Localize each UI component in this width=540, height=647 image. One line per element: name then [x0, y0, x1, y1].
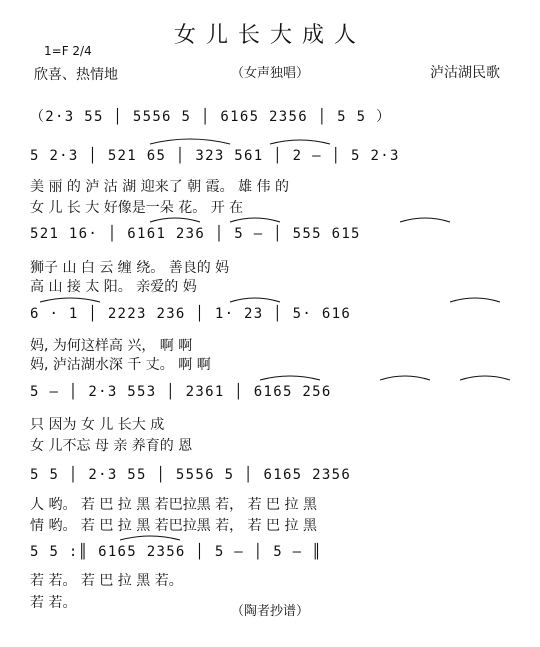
lyric-line-7a: 若 若。 若 巴 拉 黑 若。: [30, 573, 183, 589]
key-signature: 1=F 2/4: [44, 44, 92, 58]
song-subtitle: （女声独唱）: [230, 66, 309, 81]
slur-mark: [260, 376, 320, 380]
lyric-line-2a: 美 丽 的 泸 沽 湖 迎来了 朝 霞。 雄 伟 的: [30, 179, 289, 195]
tempo-marking: 欣喜、热情地: [34, 67, 118, 83]
notation-line-5: 5 – │ 2·3 553 │ 2361 │ 6165 256: [30, 384, 332, 400]
slur-mark: [380, 376, 430, 380]
notation-line-3: 521 16· │ 6161 236 │ 5 – │ 555 615: [30, 226, 361, 242]
notation-line-1: （2·3 55 │ 5556 5 │ 6165 2356 │ 5 5 ）: [30, 109, 392, 125]
lyric-line-4a: 妈, 为何这样高 兴， 啊 啊: [30, 338, 193, 354]
slur-mark: [400, 218, 450, 222]
lyric-line-7b: 若 若。: [30, 595, 77, 611]
slur-mark: [270, 140, 330, 144]
slur-mark: [230, 218, 280, 222]
song-origin: 泸沽湖民歌: [430, 65, 500, 81]
notation-line-7: 5 5 :║ 6165 2356 │ 5 – │ 5 – ║: [30, 544, 322, 560]
slur-mark: [450, 298, 500, 302]
lyric-line-5a: 只 因为 女 儿 长大 成: [30, 417, 165, 433]
lyric-line-5b: 女 儿不忘 母 亲 养育的 恩: [30, 438, 193, 454]
lyric-line-3b: 高 山 接 太 阳。 亲爱的 妈: [30, 279, 197, 295]
slur-mark: [230, 298, 280, 302]
lyric-line-3a: 狮子 山 白 云 缠 绕。 善良的 妈: [30, 260, 230, 276]
notation-line-2: 5 2·3 │ 521 65 │ 323 561 │ 2 – │ 5 2·3: [30, 148, 400, 164]
song-title: 女儿长大成人: [173, 23, 366, 48]
lyric-line-4b: 妈, 泸沽湖水深 千 丈。 啊 啊: [30, 357, 211, 373]
slur-mark: [150, 218, 200, 222]
slur-mark: [40, 298, 100, 302]
lyric-line-6a: 人 哟。 若 巴 拉 黑 若巴拉黑 若， 若 巴 拉 黑: [30, 497, 317, 513]
lyric-line-6b: 情 哟。 若 巴 拉 黑 若巴拉黑 若， 若 巴 拉 黑: [30, 518, 317, 534]
slur-mark: [150, 139, 230, 144]
lyric-line-2b: 女 儿 长 大 好像是一朵 花。 开 在: [30, 200, 244, 216]
slur-mark: [120, 536, 180, 540]
transcriber-credit: （陶者抄谱）: [230, 604, 309, 619]
notation-line-4: 6 · 1 │ 2223 236 │ 1· 23 │ 5· 616: [30, 306, 352, 322]
notation-line-6: 5 5 │ 2·3 55 │ 5556 5 │ 6165 2356: [30, 467, 352, 483]
slur-mark: [460, 376, 510, 380]
